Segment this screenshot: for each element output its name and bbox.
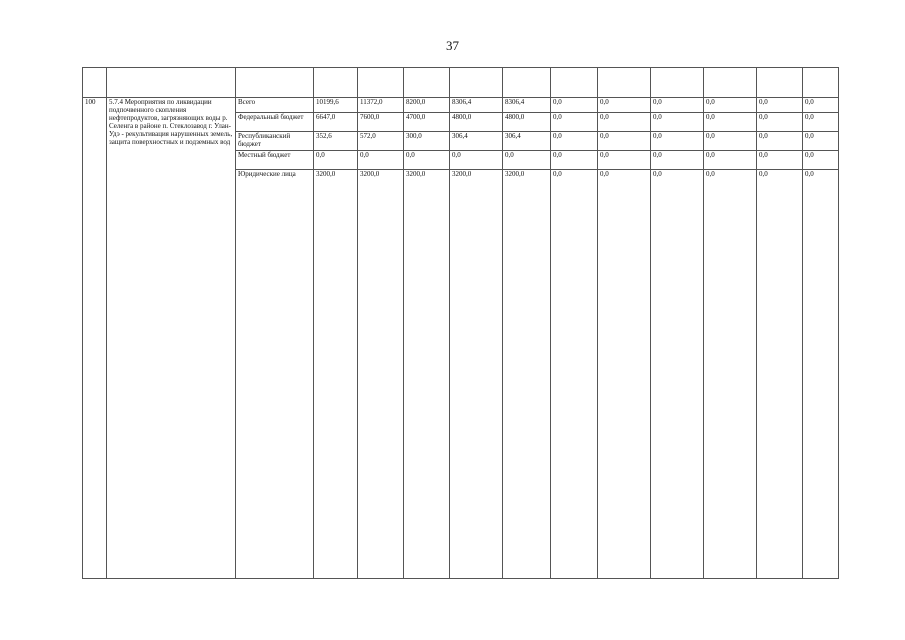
- value-cell: 0,0: [757, 132, 803, 151]
- value-cell: 0,0: [757, 113, 803, 132]
- value-cell: 0,0: [757, 170, 803, 579]
- funding-source-cell: Местный бюджет: [236, 151, 314, 170]
- value-cell: 572,0: [358, 132, 404, 151]
- value-cell: 0,0: [551, 113, 598, 132]
- value-cell: 0,0: [803, 151, 839, 170]
- value-cell: 300,0: [404, 132, 450, 151]
- value-cell: 3200,0: [358, 170, 404, 579]
- value-cell: 8200,0: [404, 98, 450, 113]
- value-cell: 3200,0: [404, 170, 450, 579]
- value-cell: 0,0: [651, 170, 704, 579]
- header-cell: [503, 68, 551, 98]
- value-cell: 0,0: [598, 170, 651, 579]
- header-cell: [314, 68, 358, 98]
- value-cell: 0,0: [757, 151, 803, 170]
- value-cell: 0,0: [314, 151, 358, 170]
- header-cell: [757, 68, 803, 98]
- header-cell: [651, 68, 704, 98]
- value-cell: 10199,6: [314, 98, 358, 113]
- value-cell: 0,0: [598, 98, 651, 113]
- table-row: [83, 98, 839, 113]
- value-cell: 0,0: [803, 132, 839, 151]
- value-cell: 0,0: [598, 132, 651, 151]
- header-cell: [551, 68, 598, 98]
- value-cell: 4800,0: [450, 113, 503, 132]
- header-cell: [450, 68, 503, 98]
- header-cell: [107, 68, 236, 98]
- value-cell: 8306,4: [450, 98, 503, 113]
- row-number-cell: 100: [83, 98, 107, 579]
- funding-source-cell: Всего: [236, 98, 314, 113]
- value-cell: 4800,0: [503, 113, 551, 132]
- value-cell: 0,0: [704, 151, 757, 170]
- value-cell: 306,4: [503, 132, 551, 151]
- value-cell: 0,0: [598, 151, 651, 170]
- header-cell: [404, 68, 450, 98]
- measure-title-cell: 5.7.4 Мероприятия по ликвидации подпочвенного скопления нефтепродуктов, загрязняющих воды р. Селенга в районе п. Стеклозавод г. Улан-Удэ - рекультивация нарушенных земель, защита поверхностных и подземных вод: [107, 98, 236, 579]
- value-cell: 0,0: [704, 132, 757, 151]
- funding-source-cell: Юридические лица: [236, 170, 314, 579]
- value-cell: 0,0: [803, 170, 839, 579]
- header-cell: [83, 68, 107, 98]
- value-cell: 8306,4: [503, 98, 551, 113]
- value-cell: 0,0: [551, 151, 598, 170]
- value-cell: 0,0: [551, 170, 598, 579]
- value-cell: 0,0: [358, 151, 404, 170]
- value-cell: 0,0: [803, 98, 839, 113]
- value-cell: 0,0: [651, 113, 704, 132]
- funding-source-cell: Республиканский бюджет: [236, 132, 314, 151]
- value-cell: 0,0: [704, 113, 757, 132]
- value-cell: 0,0: [757, 98, 803, 113]
- funding-source-cell: Федеральный бюджет: [236, 113, 314, 132]
- value-cell: 306,4: [450, 132, 503, 151]
- value-cell: 4700,0: [404, 113, 450, 132]
- value-cell: 0,0: [404, 151, 450, 170]
- header-cell: [598, 68, 651, 98]
- table-header-row: [83, 68, 839, 98]
- header-cell: [704, 68, 757, 98]
- budget-table: [82, 67, 839, 579]
- value-cell: 0,0: [651, 151, 704, 170]
- value-cell: 3200,0: [450, 170, 503, 579]
- value-cell: 3200,0: [314, 170, 358, 579]
- value-cell: 3200,0: [503, 170, 551, 579]
- value-cell: 0,0: [551, 98, 598, 113]
- page-number: 37: [446, 38, 459, 53]
- header-cell: [803, 68, 839, 98]
- value-cell: 11372,0: [358, 98, 404, 113]
- value-cell: 0,0: [704, 170, 757, 579]
- value-cell: 0,0: [598, 113, 651, 132]
- value-cell: 352,6: [314, 132, 358, 151]
- value-cell: 0,0: [503, 151, 551, 170]
- header-cell: [236, 68, 314, 98]
- header-cell: [358, 68, 404, 98]
- value-cell: 0,0: [551, 132, 598, 151]
- value-cell: 0,0: [651, 98, 704, 113]
- value-cell: 0,0: [450, 151, 503, 170]
- value-cell: 0,0: [704, 98, 757, 113]
- value-cell: 0,0: [803, 113, 839, 132]
- value-cell: 7600,0: [358, 113, 404, 132]
- value-cell: 6647,0: [314, 113, 358, 132]
- value-cell: 0,0: [651, 132, 704, 151]
